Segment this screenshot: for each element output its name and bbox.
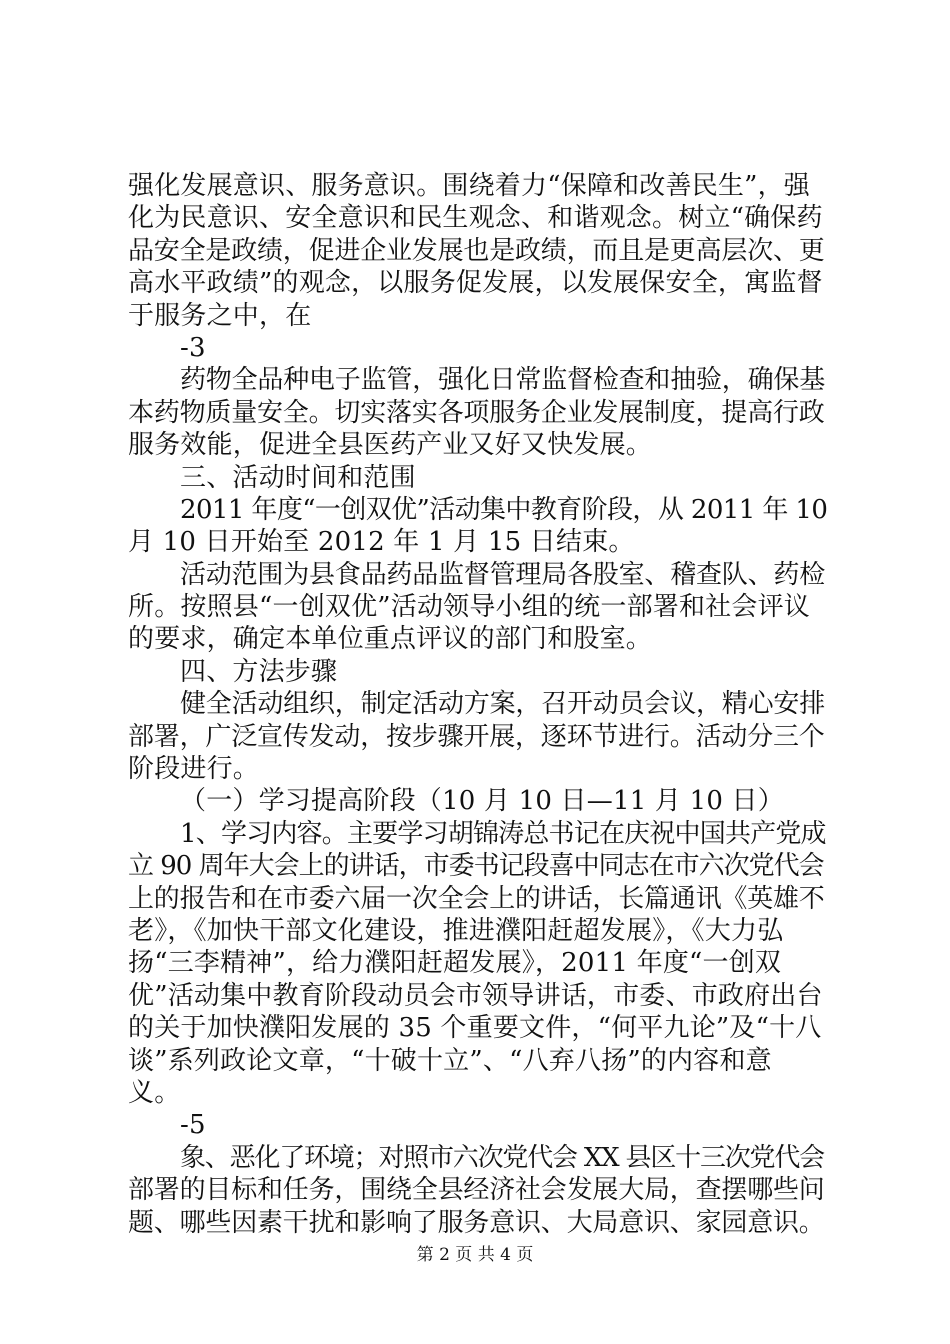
text-line: （一）学习提高阶段（10 月 10 日—11 月 10 日）: [180, 786, 784, 817]
text-line: 化为民意识、安全意识和民生观念、和谐观念。树立“确保药: [128, 203, 823, 234]
text-line: 健全活动组织，制定活动方案，召开动员会议，精心安排: [180, 689, 826, 720]
text-line: 义。: [128, 1077, 181, 1108]
text-line: 题、哪些因素干扰和影响了服务意识、大局意识、家园意识。: [128, 1207, 825, 1238]
page-footer: [0, 1244, 950, 1266]
text-line: 本药物质量安全。切实落实各项服务企业发展制度，提高行政: [128, 397, 825, 428]
text-line: 的关于加快濮阳发展的 35 个重要文件，“何平九论”及“十八: [128, 1013, 822, 1044]
text-line: 谈”系列政论文章，“十破十立”、“八弃八扬”的内容和意: [128, 1045, 772, 1076]
document-body: [128, 170, 828, 1239]
text-line: -5: [180, 1110, 206, 1141]
text-line: 老》，《加快干部文化建设，推进濮阳赶超发展》，《大力弘: [128, 915, 784, 946]
text-line: 强化发展意识、服务意识。围绕着力“保障和改善民生”，强: [128, 171, 810, 201]
page-number: 第 2 页 共 4 页: [416, 1245, 534, 1265]
text-line: 的要求，确定本单位重点评议的部门和股室。: [128, 624, 653, 655]
text-line: 品安全是政绩，促进企业发展也是政绩，而且是更高层次、更: [128, 235, 825, 266]
text-line: 所。按照县“一创双优”活动领导小组的统一部署和社会评议: [128, 592, 810, 623]
text-line: 上的报告和在市委六届一次全会上的讲话，长篇通讯《英雄不: [128, 883, 825, 914]
text-line: 优”活动集中教育阶段动员会市领导讲话，市委、市政府出台: [128, 980, 823, 1011]
text-line: 扬“三李精神”，给力濮阳赶超发展》，2011 年度“一创双: [128, 948, 782, 979]
text-line: 服务效能，促进全县医药产业又好又快发展。: [128, 430, 653, 461]
text-line: 活动范围为县食品药品监督管理局各股室、稽查队、药检: [180, 559, 826, 590]
text-line: 阶段进行。: [128, 754, 260, 785]
text-line: 高水平政绩”的观念，以服务促发展，以发展保安全，寓监督: [128, 268, 823, 299]
text-line: 四、方法步骤: [180, 656, 338, 687]
text-line: 象、恶化了环境；对照市六次党代会 XX 县区十三次党代会: [180, 1142, 824, 1173]
text-line: 部署的目标和任务，围绕全县经济社会发展大局，查摆哪些问: [128, 1175, 825, 1206]
text-line: 立 90 周年大会上的讲话，市委书记段喜中同志在市六次党代会: [128, 851, 824, 882]
text-line: 药物全品种电子监管，强化日常监督检查和抽验，确保基: [180, 365, 826, 396]
text-line: 三、活动时间和范围: [180, 462, 416, 493]
text-line: 月 10 日开始至 2012 年 1 月 15 日结束。: [128, 527, 635, 558]
text-line: 1、学习内容。主要学习胡锦涛总书记在庆祝中国共产党成: [180, 818, 826, 849]
text-line: 于服务之中，在: [128, 300, 312, 331]
text-line: -3: [180, 332, 206, 363]
text-line: 部署，广泛宣传发动，按步骤开展，逐环节进行。活动分三个: [128, 721, 825, 752]
text-line: 2011 年度“一创双优”活动集中教育阶段，从 2011 年 10: [180, 494, 828, 525]
